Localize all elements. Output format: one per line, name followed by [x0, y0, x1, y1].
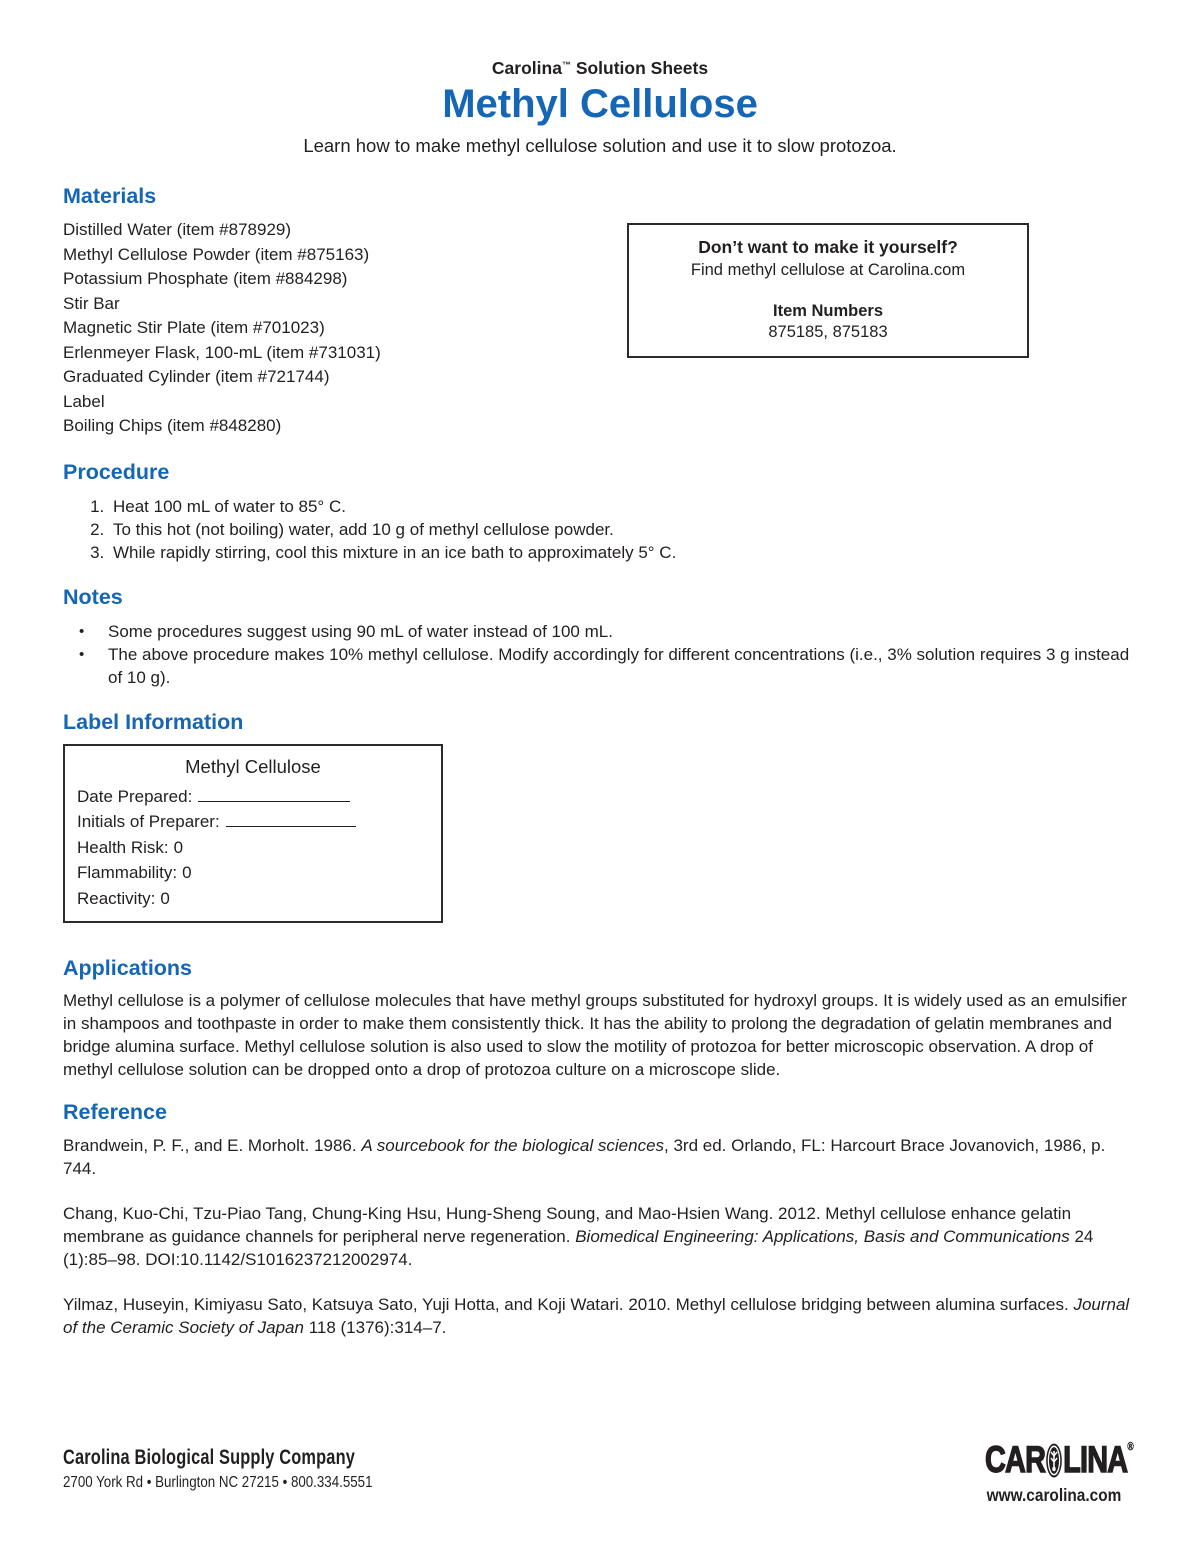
promo-box	[627, 223, 1029, 358]
label-box	[63, 744, 443, 924]
label-field-name: Health Risk:	[77, 837, 169, 857]
carolina-logo	[964, 1428, 1144, 1506]
blank-fill-line	[198, 788, 350, 802]
material-item: Erlenmeyer Flask, 100-mL (item #731031)	[63, 342, 381, 362]
procedure-step: 3. While rapidly stirring, cool this mixture in an ice bath to approximately 5° C.	[109, 541, 1137, 564]
note-item: • The above procedure makes 10% methyl cellulose. Modify accordingly for different concentrations (i.e., 3% solution requires 3 g instead of 10 g).	[63, 643, 1137, 689]
logo-text-right: LINA	[1063, 1439, 1128, 1480]
reference-entry	[63, 1293, 1137, 1339]
label-field-name: Date Prepared:	[77, 786, 193, 806]
material-item: Stir Bar	[63, 293, 120, 313]
material-item: Graduated Cylinder (item #721744)	[63, 367, 330, 386]
applications-heading: Applications	[63, 956, 193, 980]
material-item: Label	[63, 391, 105, 411]
registered-symbol: ®	[1127, 1441, 1134, 1453]
reference-title-italic: Biomedical Engineering: Applications, Basis and Communications	[575, 1227, 1070, 1246]
eyebrow-rest: Solution Sheets	[570, 58, 709, 78]
promo-box-title: Don’t want to make it yourself?	[698, 237, 958, 257]
label-field-row	[77, 835, 429, 861]
label-field-value: 0	[160, 888, 170, 908]
item-numbers-value: 875185, 875183	[768, 323, 888, 341]
label-field-row	[77, 860, 429, 886]
fly-in-oval-icon	[1046, 1443, 1062, 1485]
material-item: Magnetic Stir Plate (item #701023)	[63, 318, 325, 337]
procedure-list	[63, 495, 1137, 564]
reference-text: Yilmaz, Huseyin, Kimiyasu Sato, Katsuya Sato, Yuji Hotta, and Koji Watari. 2010. Methyl cellulose bridging between alumina surfaces.	[63, 1295, 1074, 1314]
label-box-title: Methyl Cellulose	[185, 755, 321, 777]
label-field-row	[77, 809, 429, 835]
promo-box-spacer	[639, 280, 1017, 302]
footer-address: 2700 York Rd • Burlington NC 27215 • 800.334.5551	[63, 1474, 373, 1491]
reference-text: Brandwein, P. F., and E. Morholt. 1986.	[63, 1136, 362, 1155]
reference-title-italic: A sourcebook for the biological sciences	[361, 1136, 665, 1155]
trademark-symbol: ™	[561, 60, 571, 70]
footer-website: www.carolina.com	[986, 1485, 1122, 1505]
footer-company-name: Carolina Biological Supply Company	[63, 1446, 356, 1469]
logo-text-left: CAR	[984, 1439, 1046, 1480]
carolina-logo-wordmark	[985, 1428, 1134, 1485]
material-item: Distilled Water (item #878929)	[63, 220, 292, 239]
blank-fill-line	[226, 813, 356, 827]
procedure-step: 1. Heat 100 mL of water to 85° C.	[109, 495, 1137, 518]
reference-list	[63, 1134, 1137, 1339]
note-item: • Some procedures suggest using 90 mL of water instead of 100 mL.	[63, 620, 1137, 643]
label-rows	[77, 784, 429, 912]
reference-text: 24 (1):85–98. DOI:10.1142/S1016237212002974.	[63, 1227, 1094, 1269]
reference-entry	[63, 1202, 1137, 1271]
reference-text: 118 (1376):314–7.	[303, 1318, 447, 1337]
promo-box-line: Find methyl cellulose at Carolina.com	[690, 261, 966, 279]
material-item: Boiling Chips (item #848280)	[63, 416, 282, 435]
brand-name: Carolina	[491, 58, 562, 78]
notes-heading: Notes	[63, 584, 123, 609]
materials-heading: Materials	[63, 184, 157, 208]
reference-heading: Reference	[63, 1100, 167, 1124]
procedure-step: 2. To this hot (not boiling) water, add 10 g of methyl cellulose powder.	[109, 518, 1137, 541]
label-field-name: Reactivity:	[77, 888, 156, 908]
label-information-heading: Label Information	[63, 709, 244, 734]
applications-paragraph: Methyl cellulose is a polymer of cellulose molecules that have methyl groups substituted for hydroxyl groups. It is widely used as an emulsifier in shampoos and toothpaste in order to make them consistently thick. It has the ability to prolong the degradation of gelatin membranes and bridge alumina surface. Methyl cellulose solution is also used to slow the motility of protozoa for better microscopic observation. A drop of methyl cellulose solution can be dropped onto a drop of protozoa culture on a microscope slide.	[63, 991, 1127, 1079]
label-field-name: Initials of Preparer:	[77, 812, 220, 831]
footer-company-block	[63, 1446, 437, 1492]
label-field-value: 0	[173, 837, 184, 857]
procedure-heading: Procedure	[63, 459, 170, 484]
label-field-row	[77, 784, 429, 810]
page-title: Methyl Cellulose	[442, 82, 758, 126]
material-item: Methyl Cellulose Powder (item #875163)	[63, 244, 370, 264]
notes-list	[63, 620, 1137, 689]
reference-title-italic: Journal of the Ceramic Society of Japan	[63, 1295, 1130, 1337]
item-numbers-label: Item Numbers	[772, 302, 884, 320]
reference-text: Chang, Kuo-Chi, Tzu-Piao Tang, Chung-King Hsu, Hung-Sheng Soung, and Mao-Hsien Wang. 2012. Methyl cellulose enhance gelatin membrane as guidance channels for peripheral nerve regeneration.	[63, 1204, 1072, 1246]
label-field-value: 0	[182, 863, 192, 882]
label-field-row	[77, 886, 429, 912]
eyebrow-line	[63, 58, 1137, 79]
page-subtitle: Learn how to make methyl cellulose solution and use it to slow protozoa.	[303, 135, 897, 156]
material-item: Potassium Phosphate (item #884298)	[63, 269, 348, 288]
reference-entry	[63, 1134, 1137, 1180]
reference-text: , 3rd ed. Orlando, FL: Harcourt Brace Jovanovich, 1986, p. 744.	[63, 1136, 1106, 1178]
label-field-name: Flammability:	[77, 863, 178, 882]
